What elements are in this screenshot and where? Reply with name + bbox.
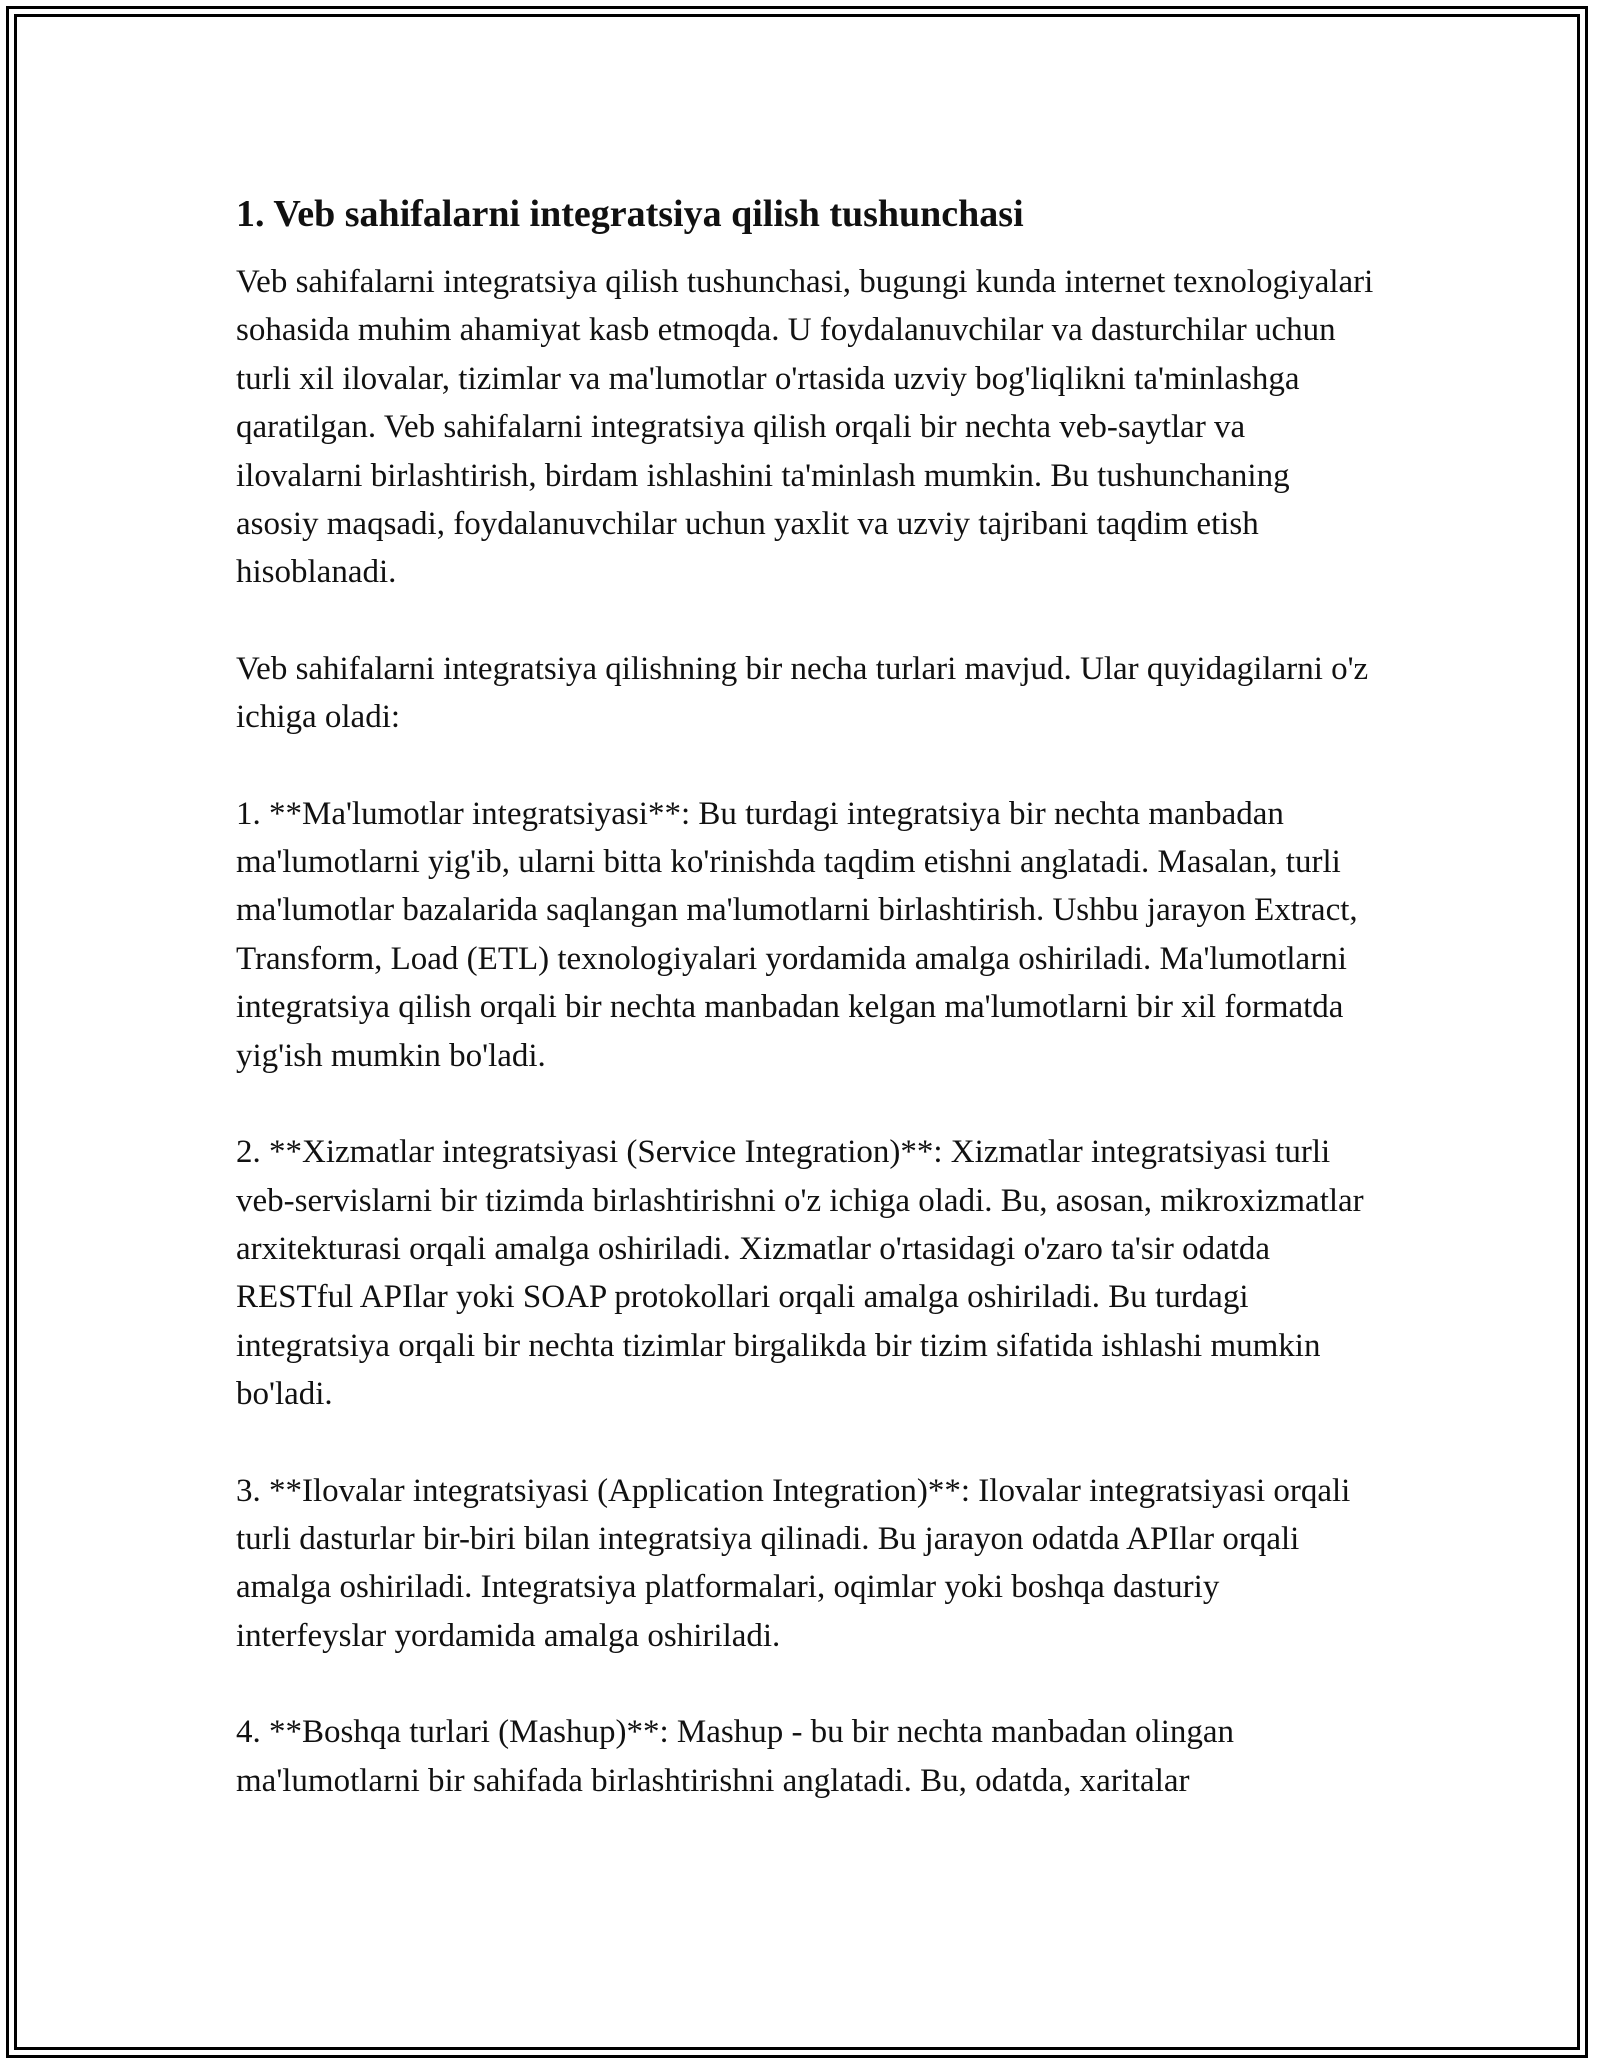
document-body [236, 186, 1376, 1853]
paragraph-intro: Veb sahifalarni integratsiya qilish tushunchasi, bugungi kunda internet texnologiyalari sohasida muhim ahamiyat kasb etmoqda. U foydalanuvchilar va dasturchilar uchun turli xil ilovalar, tizimlar va ma'lumotlar o'rtasida uzviy bog'liqlikni ta'minlashga qaratilgan. Veb sahifalarni integratsiya qilish orqali bir nechta veb-saytlar va ilovalarni birlashtirish, birdam ishlashini ta'minlash mumkin. Bu tushunchaning asosiy maqsadi, foydalanuvchilar uchun yaxlit va uzviy tajribani taqdim etish hisoblanadi. [236, 264, 1374, 591]
paragraph-service-integration: 2. **Xizmatlar integratsiyasi (Service Integration)**: Xizmatlar integratsiyasi turli veb-servislarni bir tizimda birlashtirishni o'z ichiga oladi. Bu, asosan, mikroxizmatlar arxitekturasi orqali amalga oshiriladi. Xizmatlar o'rtasidagi o'zaro ta'sir odatda RESTful APIlar yoki SOAP protokollari orqali amalga oshiriladi. Bu turdagi integratsiya orqali bir nechta tizimlar birgalikda bir tizim sifatida ishlashi mumkin bo'ladi. [236, 1134, 1364, 1413]
paragraph-types-intro: Veb sahifalarni integratsiya qilishning bir necha turlari mavjud. Ular quyidagilarni o'z ichiga oladi: [236, 650, 1369, 736]
paragraph-application-integration: 3. **Ilovalar integratsiyasi (Application Integration)**: Ilovalar integratsiyasi orqali turli dasturlar bir-biri bilan integratsiya qilinadi. Bu jarayon odatda APIlar orqali amalga oshiriladi. Integratsiya platformalari, oqimlar yoki boshqa dasturiy interfeyslar yordamida amalga oshiriladi. [236, 1472, 1351, 1654]
document-title: 1. Veb sahifalarni integratsiya qilish tushunchasi [236, 193, 1024, 235]
paragraph-data-integration: 1. **Ma'lumotlar integratsiyasi**: Bu turdagi integratsiya bir nechta manbadan ma'lumotlarni yig'ib, ularni bitta ko'rinishda taqdim etishni anglatadi. Masalan, turli ma'lumotlar bazalarida saqlangan ma'lumotlarni birlashtirish. Ushbu jarayon Extract, Transform, Load (ETL) texnologiyalari yordamida amalga oshiriladi. Ma'lumotlarni integratsiya qilish orqali bir nechta manbadan kelgan ma'lumotlarni bir xil formatda yig'ish mumkin bo'ladi. [236, 795, 1358, 1074]
paragraph-mashup: 4. **Boshqa turlari (Mashup)**: Mashup - bu bir nechta manbadan olingan ma'lumotlarni bir sahifada birlashtirishni anglatadi. Bu, odatda, xaritalar [236, 1714, 1235, 1799]
